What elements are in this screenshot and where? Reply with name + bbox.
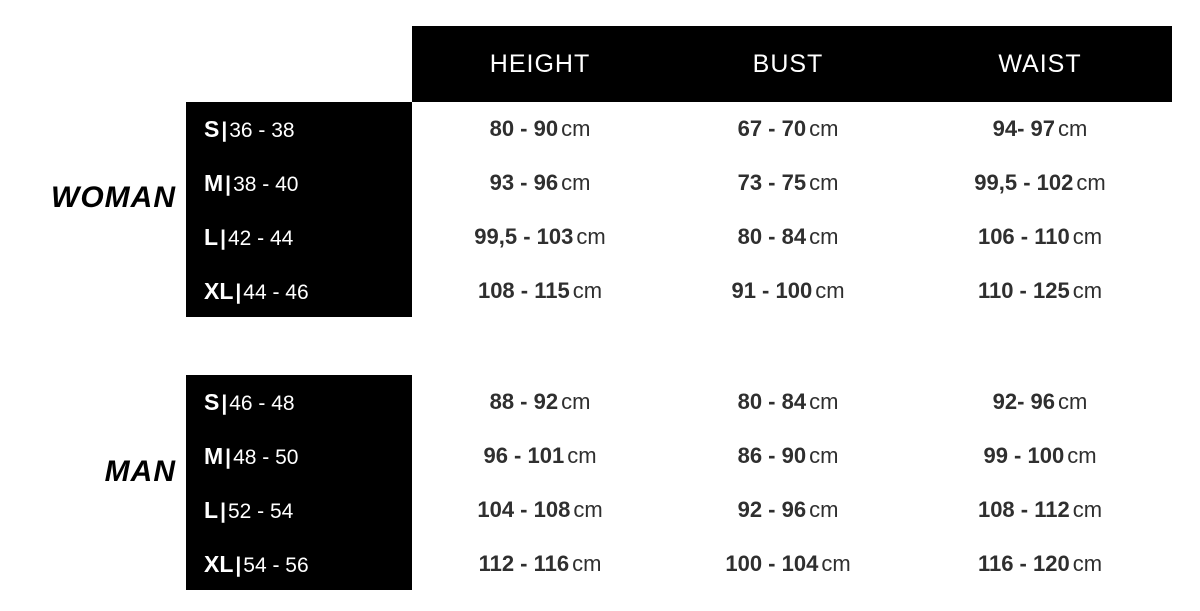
waist-cell (908, 210, 1172, 264)
group-label-man: MAN (104, 455, 176, 488)
table-row (0, 429, 1200, 483)
size-separator: | (221, 119, 228, 142)
size-cell (186, 102, 412, 156)
height-cell (412, 210, 668, 264)
waist-unit: cm (1072, 551, 1103, 576)
table-row (0, 375, 1200, 429)
table-row (0, 264, 1200, 318)
size-cell (186, 483, 412, 537)
size-range: 52 - 54 (227, 500, 294, 523)
bust-unit: cm (809, 224, 839, 249)
size-cell (186, 429, 412, 483)
height-cell (412, 264, 668, 318)
bust-value: 80 - 84 (737, 389, 807, 414)
size-separator: | (235, 281, 242, 304)
size-range: 36 - 38 (229, 119, 295, 142)
size-name: S (204, 116, 220, 142)
waist-unit: cm (1072, 278, 1103, 303)
column-header-height: HEIGHT (489, 50, 591, 78)
waist-unit: cm (1067, 443, 1097, 468)
waist-value: 108 - 112 (977, 497, 1070, 522)
waist-cell (908, 537, 1172, 591)
waist-cell (908, 102, 1172, 156)
bust-value: 80 - 84 (737, 224, 807, 249)
bust-value: 100 - 104 (725, 551, 819, 576)
waist-cell (908, 156, 1172, 210)
height-cell (412, 102, 668, 156)
size-name: XL (204, 278, 234, 304)
height-value: 80 - 90 (489, 116, 559, 141)
height-unit: cm (576, 224, 606, 249)
group-label-woman: WOMAN (51, 181, 176, 214)
size-cell (186, 264, 412, 318)
table-row (0, 483, 1200, 537)
bust-cell (668, 264, 908, 318)
height-unit: cm (567, 443, 597, 468)
size-separator: | (220, 227, 226, 250)
column-header-waist: WAIST (998, 50, 1082, 78)
size-name: L (204, 497, 219, 523)
table-row (0, 210, 1200, 264)
size-separator: | (221, 392, 228, 415)
height-value: 88 - 92 (489, 389, 559, 414)
height-cell (412, 429, 668, 483)
size-cell (186, 156, 412, 210)
waist-value: 99,5 - 102 (974, 170, 1074, 195)
size-range: 54 - 56 (243, 554, 309, 577)
height-unit: cm (572, 278, 603, 303)
bust-cell (668, 375, 908, 429)
waist-value: 110 - 125 (977, 278, 1070, 303)
height-cell (412, 483, 668, 537)
waist-unit: cm (1076, 170, 1106, 195)
waist-value: 99 - 100 (983, 443, 1065, 468)
waist-unit: cm (1072, 224, 1103, 249)
bust-value: 91 - 100 (731, 278, 813, 303)
bust-unit: cm (809, 116, 839, 141)
size-cell (186, 375, 412, 429)
table-row (0, 156, 1200, 210)
waist-unit: cm (1072, 497, 1103, 522)
height-value: 104 - 108 (477, 497, 571, 522)
height-value: 112 - 116 (478, 551, 570, 576)
height-value: 99,5 - 103 (474, 224, 574, 249)
waist-cell (908, 264, 1172, 318)
size-range: 38 - 40 (233, 173, 299, 196)
size-range: 46 - 48 (229, 392, 295, 415)
bust-value: 67 - 70 (737, 116, 807, 141)
bust-cell (668, 483, 908, 537)
size-separator: | (225, 446, 232, 469)
bust-cell (668, 156, 908, 210)
waist-unit: cm (1058, 389, 1088, 414)
height-unit: cm (573, 497, 603, 522)
bust-unit: cm (815, 278, 845, 303)
waist-cell (908, 375, 1172, 429)
column-header-bust: BUST (752, 50, 824, 78)
bust-unit: cm (809, 170, 839, 195)
size-separator: | (220, 500, 226, 523)
size-cell (186, 210, 412, 264)
size-range: 42 - 44 (227, 227, 294, 250)
bust-cell (668, 429, 908, 483)
height-cell (412, 537, 668, 591)
height-unit: cm (561, 389, 591, 414)
size-name: M (204, 443, 224, 469)
height-value: 96 - 101 (483, 443, 565, 468)
height-unit: cm (572, 551, 602, 576)
bust-value: 92 - 96 (737, 497, 807, 522)
height-unit: cm (561, 116, 591, 141)
size-separator: | (235, 554, 242, 577)
bust-cell (668, 102, 908, 156)
height-unit: cm (561, 170, 591, 195)
waist-cell (908, 429, 1172, 483)
bust-value: 86 - 90 (737, 443, 807, 468)
waist-value: 94- 97 (992, 116, 1056, 141)
waist-value: 106 - 110 (977, 224, 1070, 249)
bust-unit: cm (821, 551, 851, 576)
size-name: L (204, 224, 219, 250)
waist-cell (908, 483, 1172, 537)
height-value: 93 - 96 (489, 170, 559, 195)
bust-cell (668, 210, 908, 264)
size-name: XL (204, 551, 234, 577)
bust-cell (668, 537, 908, 591)
height-value: 108 - 115 (477, 278, 570, 303)
table-row (0, 102, 1200, 156)
waist-value: 92- 96 (992, 389, 1056, 414)
waist-value: 116 - 120 (977, 551, 1070, 576)
bust-unit: cm (809, 443, 839, 468)
size-separator: | (225, 173, 232, 196)
bust-value: 73 - 75 (737, 170, 807, 195)
bust-unit: cm (809, 389, 839, 414)
size-range: 44 - 46 (243, 281, 309, 304)
height-cell (412, 375, 668, 429)
size-range: 48 - 50 (233, 446, 299, 469)
size-name: M (204, 170, 224, 196)
height-cell (412, 156, 668, 210)
size-cell (186, 537, 412, 591)
size-name: S (204, 389, 220, 415)
waist-unit: cm (1058, 116, 1088, 141)
bust-unit: cm (809, 497, 839, 522)
table-row (0, 537, 1200, 591)
